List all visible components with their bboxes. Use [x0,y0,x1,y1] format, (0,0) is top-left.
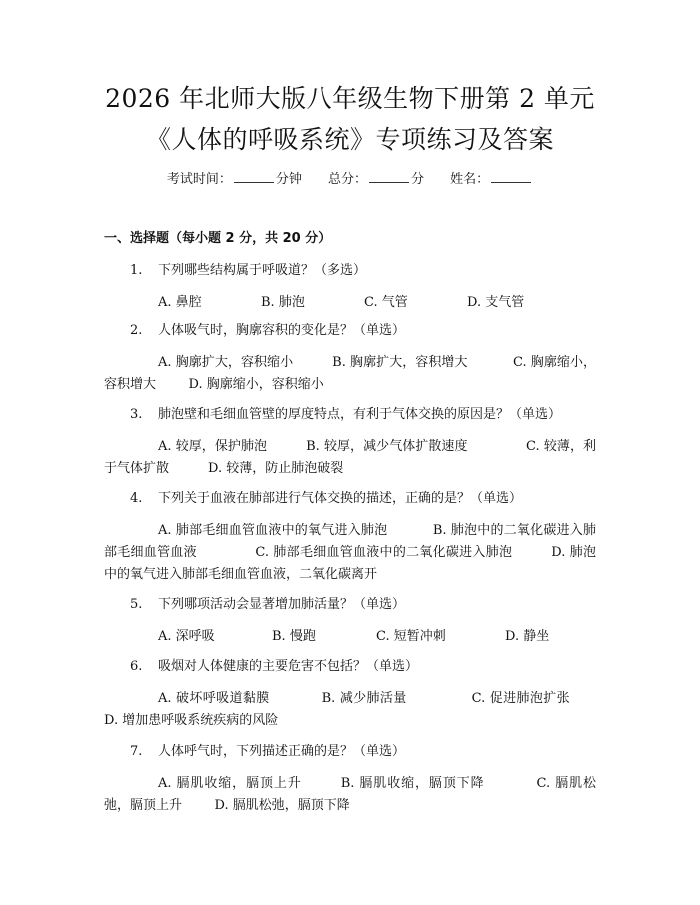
option-a: A. 深呼吸 [158,629,215,644]
question-number: 5. [130,597,143,612]
question-stem [104,262,596,280]
question-text: 下列哪项活动会显著增加肺活量？（单选） [158,597,406,612]
question-text: 人体呼气时，下列描述正确的是？（单选） [158,744,406,759]
question-number: 1. [130,263,143,278]
section-heading: 一、选择题（每小题 2 分，共 20 分） [104,231,332,246]
option-c: C. 气管 [364,295,408,310]
option-c: C. 较薄，利于气体扩散 [104,439,596,476]
question-2 [104,322,596,396]
question-number: 2. [130,323,143,338]
question-text: 吸烟对人体健康的主要危害不包括？（单选） [158,659,419,674]
question-number: 6. [130,659,143,674]
exam-time [167,170,302,189]
question-6 [104,658,596,732]
options [104,773,596,817]
question-number: 3. [130,407,143,422]
option-c: C. 胸廓缩小，容积增大 [104,355,597,392]
time-label: 考试时间： [166,172,232,187]
document-title-line-2: 《人体的呼吸系统》专项练习及答案 [145,125,554,154]
student-name [450,170,533,189]
option-b: B. 减少肺活量 [321,691,407,706]
option-b: B. 较厚，减少气体扩散速度 [306,439,468,454]
option-d: D. 膈肌松弛，膈顶下降 [214,798,350,813]
question-stem [104,322,596,340]
name-label: 姓名： [450,172,490,187]
option-a: A. 破坏呼吸道黏膜 [158,691,270,706]
time-blank [234,170,274,183]
option-a: A. 胸廓扩大，容积缩小 [158,355,294,370]
option-d: D. 胸廓缩小，容积缩小 [188,377,324,392]
option-a: A. 膈肌收缩，膈顶上升 [158,776,302,791]
option-c: C. 肺部毛细血管血液中的二氧化碳进入肺泡 [255,545,513,560]
option-b: B. 慢跑 [272,629,316,644]
options [104,292,596,314]
question-text: 下列关于血液在肺部进行气体交换的描述，正确的是？（单选） [158,491,523,506]
score-unit: 分 [411,172,425,187]
option-a: A. 肺部毛细血管血液中的氧气进入肺泡 [158,523,388,538]
question-4 [104,490,596,586]
score-blank [369,170,409,183]
options [104,520,596,586]
option-a: A. 较厚，保护肺泡 [158,439,268,454]
question-stem [104,406,596,424]
options [104,626,596,648]
document-title-line-1: 2026 年北师大版八年级生物下册第 2 单元 [105,84,595,113]
option-d: D. 静坐 [505,629,550,644]
question-1 [104,262,596,314]
option-c: C. 促进肺泡扩张 [471,691,571,706]
question-7 [104,743,596,817]
option-d: D. 支气管 [467,295,525,310]
option-a: A. 鼻腔 [158,295,202,310]
question-stem [104,658,596,676]
total-score [328,170,424,189]
option-d: D. 较薄，防止肺泡破裂 [208,461,344,476]
option-d: D. 增加患呼吸系统疾病的风险 [104,713,279,728]
options [104,688,596,732]
time-unit: 分钟 [275,172,302,187]
question-text: 下列哪些结构属于呼吸道？（多选） [158,263,367,278]
question-5 [104,596,596,648]
option-b: B. 肺泡 [261,295,305,310]
question-number: 4. [130,491,143,506]
question-stem [104,490,596,508]
option-b: B. 膈肌收缩，膈顶下降 [340,776,485,791]
score-label: 总分： [327,172,367,187]
options [104,352,596,396]
question-text: 肺泡壁和毛细血管壁的厚度特点，有利于气体交换的原因是？（单选） [158,407,562,422]
option-c: C. 膈肌松弛，膈顶上升 [104,776,597,813]
option-b: B. 胸廓扩大，容积增大 [332,355,468,370]
question-3 [104,406,596,480]
options [104,436,596,480]
name-blank [491,170,531,183]
question-text: 人体吸气时，胸廓容积的变化是？（单选） [158,323,406,338]
question-stem [104,743,596,761]
question-number: 7. [130,744,143,759]
question-stem [104,596,596,614]
exam-meta [0,170,700,189]
option-d: D. 肺泡中的氧气进入肺部毛细血管血液，二氧化碳离开 [104,545,596,582]
option-c: C. 短暂冲刺 [376,629,446,644]
option-b: B. 肺泡中的二氧化碳进入肺部毛细血管血液 [104,523,596,560]
